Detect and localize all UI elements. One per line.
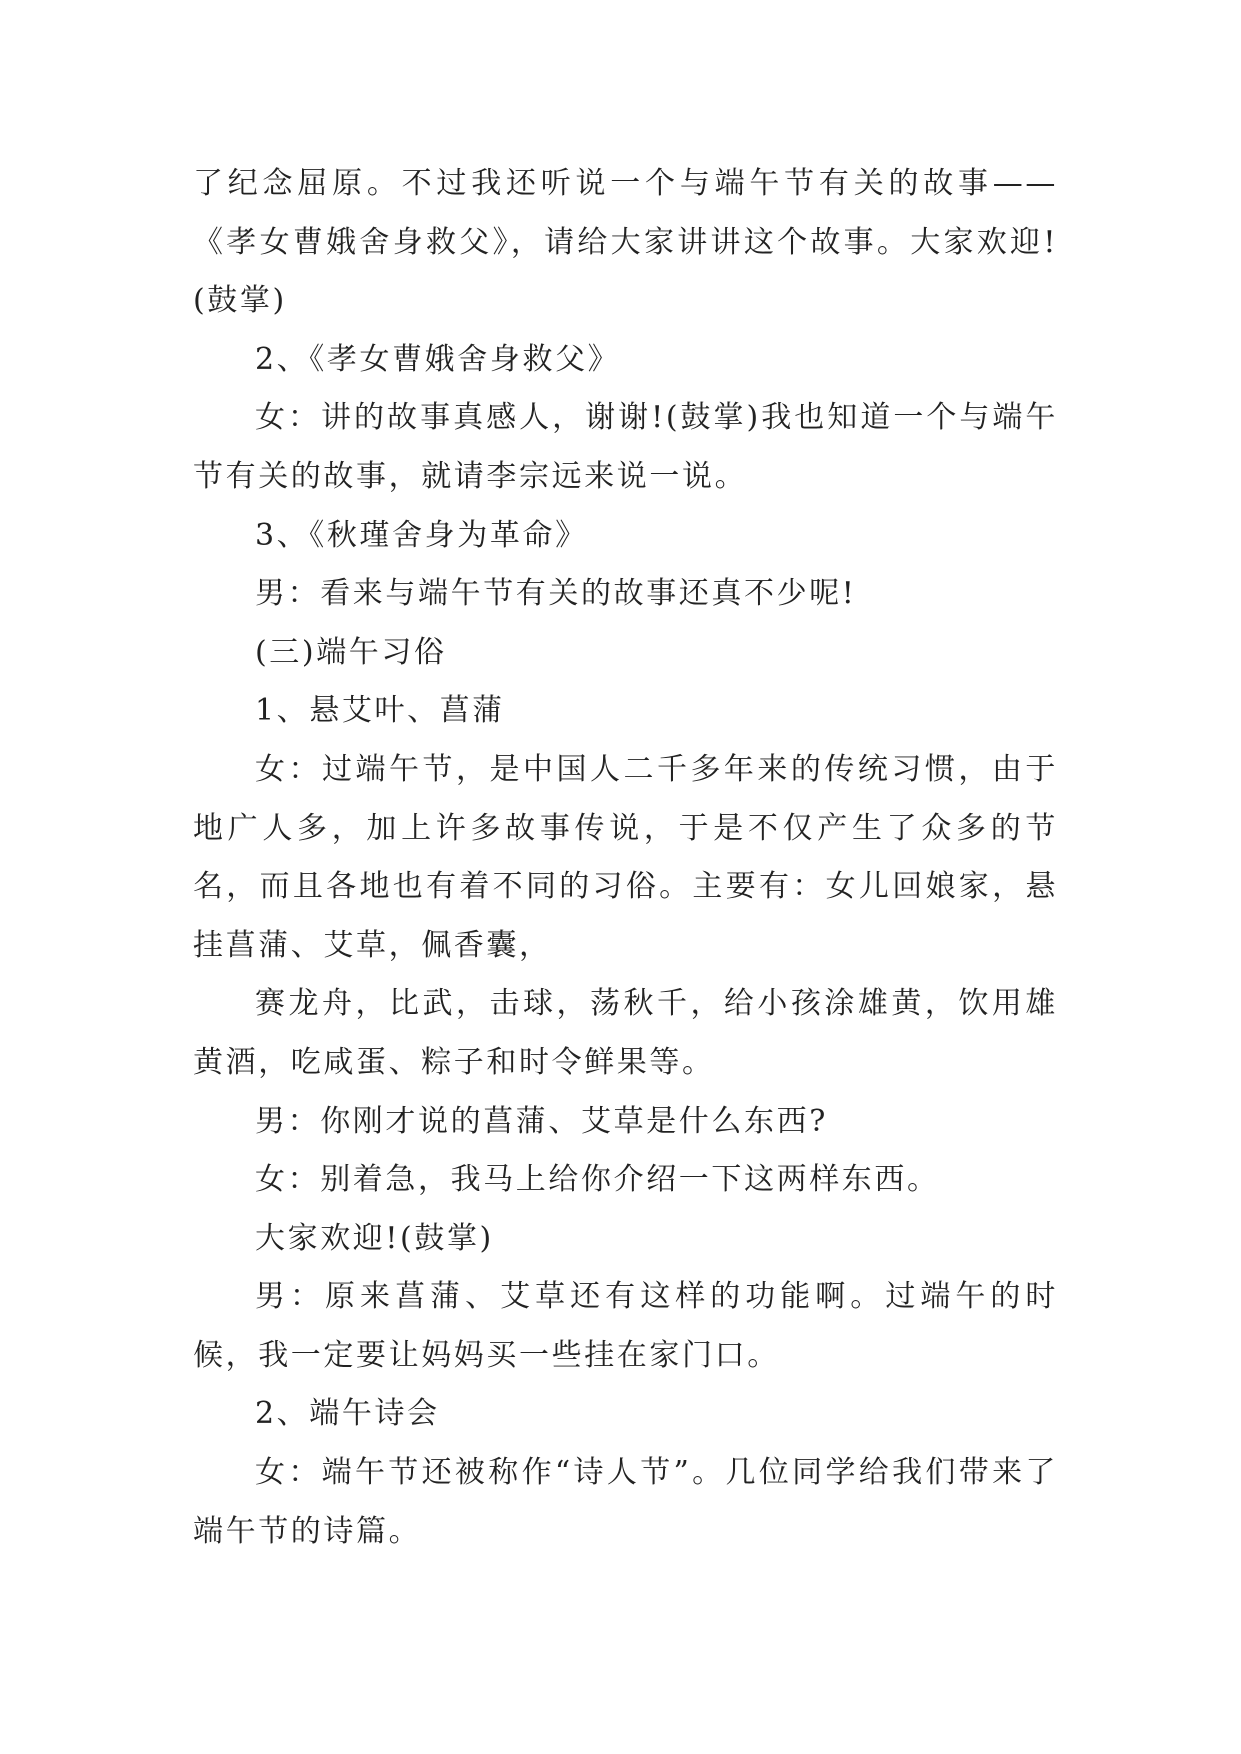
paragraph-story-2-heading: 2、《孝女曹娥舍身救父》: [255, 341, 621, 377]
paragraph-male-host-3: 男：原来菖蒲、艾草还有这样的功能啊。过端午的时候，我一定要让妈妈买一些挂在家门口。: [193, 1279, 1058, 1373]
paragraph-female-host-4: 女：端午节还被称作“诗人节”。几位同学给我们带来了端午节的诗篇。: [193, 1455, 1058, 1549]
paragraph-female-host-3: 女：别着急，我马上给你介绍一下这两样东西。: [255, 1162, 940, 1198]
paragraph-female-host-2: 女：过端午节，是中国人二千多年来的传统习惯，由于地广人多，加上许多故事传说，于是不仅产生了众多的节名，而且各地也有着不同的习俗。主要有：女儿回娘家，悬挂菖蒲、艾草，佩香囊，: [193, 751, 1058, 963]
paragraph-story-3-heading: 3、《秋瑾舍身为革命》: [255, 517, 588, 553]
document-body: [193, 155, 1058, 1561]
paragraph-female-host-1: 女：讲的故事真感人，谢谢!(鼓掌)我也知道一个与端午节有关的故事，就请李宗远来说一说。: [193, 400, 1058, 494]
paragraph-applause: 大家欢迎!(鼓掌): [255, 1220, 494, 1256]
paragraph-male-host-1: 男：看来与端午节有关的故事还真不少呢!: [255, 576, 857, 612]
paragraph-intro-continued: 了纪念屈原。不过我还听说一个与端午节有关的故事——《孝女曹娥舍身救父》，请给大家讲讲这个故事。大家欢迎!(鼓掌): [193, 166, 1058, 319]
paragraph-customs-list: 赛龙舟，比武，击球，荡秋千，给小孩涂雄黄，饮用雄黄酒，吃咸蛋、粽子和时令鲜果等。: [193, 986, 1058, 1080]
paragraph-custom-1-heading: 1、悬艾叶、菖蒲: [255, 693, 505, 729]
paragraph-male-host-2: 男：你刚才说的菖蒲、艾草是什么东西?: [255, 1103, 828, 1139]
section-heading-customs: (三)端午习俗: [255, 634, 447, 670]
paragraph-custom-2-heading: 2、端午诗会: [255, 1396, 440, 1432]
